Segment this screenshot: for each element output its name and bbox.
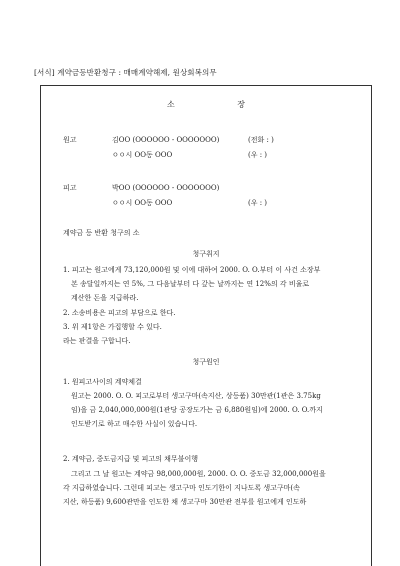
- cause-line: 임)을 금 2,040,000,000원(1관당 공장도가는 금 6,880원임)에 2000. O. O.까지: [71, 406, 323, 414]
- defendant-postal: (우 : ): [248, 199, 268, 207]
- case-name: 계약금 등 반환 청구의 소: [63, 229, 140, 237]
- cause-line: 지산, 하등품) 9,600관만을 인도한 채 생고구마 30만관 전부를 원고에게 인도하: [63, 498, 307, 506]
- defendant-name: 박OO (OOOOOO - OOOOOOO): [112, 184, 220, 192]
- form-header: [서식] 계약금등반환청구 : 매매계약해제, 원상회복의무: [34, 68, 217, 77]
- cause-line: 그리고 그 날 원고는 계약금 98,000,000원, 2000. O. O. 중도금 32,000,000원을: [71, 470, 326, 478]
- claim-line: 계산한 돈을 지급하라.: [71, 294, 139, 302]
- complaint-document: [40, 85, 372, 566]
- claim-line: 3. 위 제1항은 가집행할 수 있다.: [63, 323, 162, 331]
- cause-subtitle: 1. 원피고사이의 계약체결: [63, 378, 142, 386]
- cause-line: 원고는 2000. O. O. 피고로부터 생고구마(속지산, 상등품) 30만관(1관은 3.75kg: [71, 392, 321, 400]
- cause-subtitle: 2. 계약금, 중도금지급 및 피고의 채무불이행: [63, 455, 198, 463]
- claim-line: 2. 소송비용은 피고의 부담으로 한다.: [63, 309, 176, 317]
- page-title: 소 장: [167, 100, 275, 109]
- claim-line: 1. 피고는 원고에게 73,120,000원 및 이에 대하여 2000. O. O.부터 이 사건 소장부: [63, 266, 321, 274]
- cause-line: 인도받기로 하고 매수한 사실이 있습니다.: [71, 420, 198, 428]
- cause-heading: 청구원인: [192, 358, 220, 366]
- defendant-label: 피고: [63, 184, 77, 192]
- claim-heading: 청구취지: [192, 250, 220, 258]
- plaintiff-name: 김OO (OOOOOO - OOOOOOO): [112, 136, 220, 144]
- plaintiff-phone: (전화 : ): [248, 136, 274, 144]
- claim-line: 라는 판결을 구합니다.: [63, 337, 131, 345]
- plaintiff-postal: (우 : ): [248, 151, 268, 159]
- claim-line: 본 송달일까지는 연 5%, 그 다음날부터 다 갚는 날까지는 연 12%의 각 비율로: [71, 280, 310, 288]
- defendant-address: ㅇㅇ시 OO동 OOO: [112, 199, 173, 207]
- plaintiff-label: 원고: [63, 136, 77, 144]
- plaintiff-address: ㅇㅇ시 OO동 OOO: [112, 151, 173, 159]
- cause-line: 각 지급하였습니다. 그런데 피고는 생고구마 인도기한이 지나도록 생고구마(속: [63, 484, 300, 492]
